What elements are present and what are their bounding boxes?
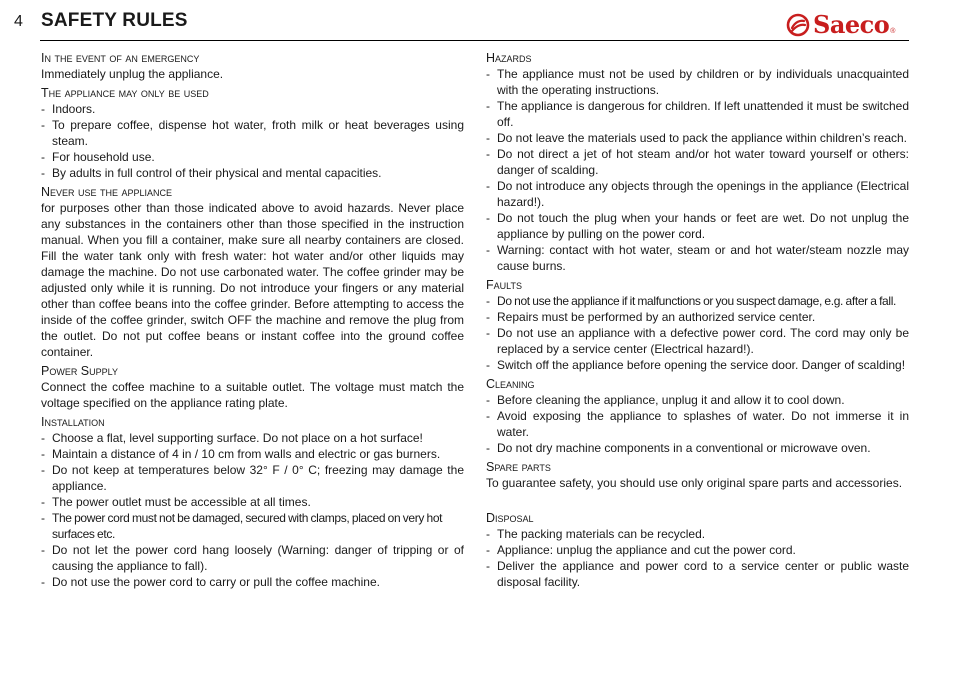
list-item: - The packing materials can be recycled. [486, 527, 706, 541]
list-item: - The power cord must not be damaged, secured with clamps, placed on very hot surfaces etc. [41, 511, 443, 541]
list-item: - Repairs must be performed by an authorized service center. [486, 310, 816, 324]
section-hazards [486, 50, 909, 274]
list-item: - Warning: contact with hot water, steam or and hot water/steam nozzle may cause burns. [486, 243, 909, 273]
list-item: - Do not introduce any objects through the openings in the appliance (Electrical hazard!). [486, 179, 909, 209]
list-item: - Do not dry machine components in a conventional or microwave oven. [486, 441, 871, 455]
section-spare-parts [486, 459, 909, 491]
list-item: - By adults in full control of their physical and mental capacities. [41, 166, 382, 180]
list-item: - To prepare coffee, dispense hot water, froth milk or heat beverages using steam. [41, 118, 464, 148]
list-item: - The appliance is dangerous for children. If left unattended it must be switched off. [486, 99, 909, 129]
bullet-list [41, 430, 464, 590]
list-item: - Do not use the appliance if it malfunctions or you suspect damage, e.g. after a fall. [486, 294, 896, 308]
list-item: - For household use. [41, 150, 155, 164]
registered-mark: ® [890, 27, 896, 35]
left-column [41, 50, 464, 593]
section-heading: In the event of an emergency [41, 51, 200, 65]
spacer [486, 494, 909, 510]
section-emergency [41, 50, 464, 82]
list-item: - Choose a flat, level supporting surface. Do not place on a hot surface! [41, 431, 423, 445]
section-heading: Disposal [486, 511, 534, 525]
section-text: Immediately unplug the appliance. [41, 67, 224, 81]
list-item: - Do not use an appliance with a defective power cord. The cord may only be replaced by a service center (Electrical hazard!). [486, 326, 909, 356]
list-item: - Deliver the appliance and power cord to a service center or public waste disposal facility. [486, 559, 909, 589]
list-item: - Switch off the appliance before opening the service door. Danger of scalding! [486, 358, 906, 372]
bullet-list [486, 526, 909, 590]
brand-logo [786, 10, 910, 40]
section-text: Connect the coffee machine to a suitable outlet. The voltage must match the voltage specified on the appliance rating plate. [41, 380, 464, 410]
section-heading: Hazards [486, 51, 532, 65]
logo-wordmark: Saeco [813, 10, 890, 39]
list-item: - The appliance must not be used by children or by individuals unacquainted with the operating instructions. [486, 67, 909, 97]
list-item: - Do not direct a jet of hot steam and/or hot water toward yourself or others: danger of scalding. [486, 147, 909, 177]
list-item: - Appliance: unplug the appliance and cut the power cord. [486, 543, 796, 557]
section-heading: Cleaning [486, 377, 535, 391]
list-item: - Indoors. [41, 102, 96, 116]
list-item: - Do not keep at temperatures below 32° F / 0° C; freezing may damage the appliance. [41, 463, 464, 493]
right-column [486, 50, 909, 593]
list-item: - Before cleaning the appliance, unplug it and allow it to cool down. [486, 393, 845, 407]
section-heading: The appliance may only be used [41, 86, 209, 100]
bullet-list [486, 392, 909, 456]
section-heading: Faults [486, 278, 522, 292]
bullet-list [486, 293, 909, 373]
list-item: - Do not use the power cord to carry or pull the coffee machine. [41, 575, 380, 589]
section-faults [486, 277, 909, 373]
section-heading: Spare parts [486, 460, 551, 474]
section-text: To guarantee safety, you should use only original spare parts and accessories. [486, 476, 903, 490]
list-item: - The power outlet must be accessible at all times. [41, 495, 311, 509]
list-item: - Do not leave the materials used to pack the appliance within children’s reach. [486, 131, 908, 145]
list-item: - Do not touch the plug when your hands or feet are wet. Do not unplug the appliance by pulling on the power cord. [486, 211, 909, 241]
section-disposal [486, 510, 909, 590]
section-never-use [41, 184, 464, 360]
section-heading: Power Supply [41, 364, 118, 378]
section-installation [41, 414, 464, 590]
page-title: SAFETY RULES [41, 10, 188, 31]
section-power-supply [41, 363, 464, 411]
list-item: - Maintain a distance of 4 in / 10 cm from walls and electric or gas burners. [41, 447, 441, 461]
saeco-swirl-icon [786, 13, 810, 37]
section-cleaning [486, 376, 909, 456]
list-item: - Do not let the power cord hang loosely (Warning: danger of tripping or of causing the appliance to fall). [41, 543, 464, 573]
bullet-list [486, 66, 909, 274]
section-text: for purposes other than those indicated above to avoid hazards. Never place any substances in the containers other than those specified in the instruction manual. When you fill a container, make sure all nearby containers are closed. Fill the water tank only with fresh water: hot water and/or other liquids may damage the machine. Do not use carbonated water. The coffee grinder may be adjusted only while it is running. Do not introduce your fingers or any material other than coffee beans into the coffee grinder. Before attempting to access the inside of the coffee grinder, switch OFF the machine and remove the plug from the outlet. Do not put coffee beans or instant coffee into the ground coffee container. [41, 201, 464, 359]
bullet-list [41, 101, 464, 181]
section-heading: Never use the appliance [41, 185, 172, 199]
list-item: - Avoid exposing the appliance to splashes of water. Do not immerse it in water. [486, 409, 909, 439]
page-number: 4 [14, 13, 23, 30]
section-heading: Installation [41, 415, 105, 429]
section-uses [41, 85, 464, 181]
header-divider [40, 40, 909, 41]
